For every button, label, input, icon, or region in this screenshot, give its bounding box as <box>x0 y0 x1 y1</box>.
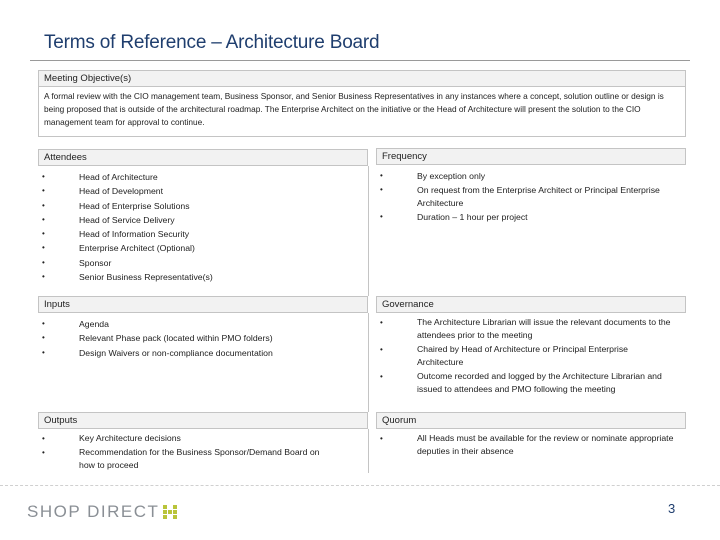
quorum-list <box>376 432 676 459</box>
outputs-header: Outputs <box>38 412 368 429</box>
list-item <box>38 317 368 331</box>
bullet-icon: • <box>380 345 383 354</box>
list-item <box>38 227 368 241</box>
list-item-text: All Heads must be available for the review or nominate appropriate deputies in their absence <box>417 433 674 456</box>
governance-list <box>376 316 676 397</box>
bullet-icon: • <box>42 243 45 253</box>
frequency-header: Frequency <box>376 148 686 165</box>
bullet-icon: • <box>42 172 45 181</box>
list-item-text: Recommendation for the Business Sponsor/Demand Board on how to proceed <box>79 447 320 470</box>
list-item <box>38 331 368 345</box>
list-item-text: Chaired by Head of Architecture or Principal Enterprise Architecture <box>417 344 629 367</box>
shop-direct-logo <box>27 502 177 522</box>
objective-header: Meeting Objective(s) <box>38 70 686 87</box>
list-item-text: Outcome recorded and logged by the Architecture Librarian and issued to attendees and PMO following the meeting <box>417 371 662 394</box>
list-item <box>376 432 676 458</box>
list-item <box>376 211 676 224</box>
list-item <box>38 432 328 445</box>
page-title: Terms of Reference – Architecture Board <box>44 32 380 53</box>
list-item-text: Head of Information Security <box>79 229 190 240</box>
bullet-icon: • <box>42 319 45 328</box>
bullet-icon: • <box>42 272 45 282</box>
page-number: 3 <box>668 501 676 516</box>
list-item-text: By exception only <box>417 171 486 181</box>
list-item <box>38 270 368 284</box>
quorum-header: Quorum <box>376 412 686 429</box>
bullet-icon: • <box>42 448 45 457</box>
objective-text: A formal review with the CIO management team, Business Sponsor, and Senior Business Representatives in any instances where a concept, solution outline or design is being proposed that is outside of the architectural roadmap. The Enterprise Architect on the initiative or the Head of Architecture will present the solution to the CIO management team for approval to continue. <box>38 87 686 137</box>
bullet-icon: • <box>380 318 383 327</box>
bullet-icon: • <box>42 229 45 239</box>
list-item <box>38 446 328 472</box>
list-item <box>38 199 368 213</box>
attendees-list <box>38 170 368 284</box>
list-item-text: Agenda <box>79 319 109 329</box>
bullet-icon: • <box>42 186 45 196</box>
list-item <box>38 170 368 184</box>
bullet-icon: • <box>42 347 45 357</box>
list-item <box>38 346 368 360</box>
inputs-header: Inputs <box>38 296 368 313</box>
list-item <box>376 370 676 396</box>
attendees-divider <box>368 166 369 296</box>
list-item-text: Relevant Phase pack (located within PMO folders) <box>79 333 273 344</box>
bullet-icon: • <box>380 212 383 222</box>
footer-divider <box>0 485 720 486</box>
governance-header: Governance <box>376 296 686 313</box>
logo-text: SHOP DIRECT <box>27 502 160 521</box>
bullet-icon: • <box>42 257 45 267</box>
list-item-text: On request from the Enterprise Architect or Principal Enterprise Architecture <box>417 185 660 208</box>
list-item-text: Head of Service Delivery <box>79 214 175 225</box>
outputs-list <box>38 432 328 473</box>
list-item <box>376 184 676 209</box>
list-item-text: Head of Enterprise Solutions <box>79 200 190 211</box>
list-item-text: Head of Development <box>79 186 164 197</box>
inputs-divider <box>368 313 369 412</box>
bullet-icon: • <box>380 171 383 180</box>
list-item-text: Design Waivers or non-compliance documentation <box>79 347 273 358</box>
list-item-text: Senior Business Representative(s) <box>79 272 213 283</box>
inputs-list <box>38 317 368 360</box>
bullet-icon: • <box>380 185 383 195</box>
list-item <box>38 241 368 255</box>
frequency-list <box>376 170 676 225</box>
list-item <box>38 213 368 227</box>
bullet-icon: • <box>42 434 45 443</box>
list-item-text: Duration – 1 hour per project <box>417 212 528 223</box>
list-item-text: Key Architecture decisions <box>79 433 181 443</box>
bullet-icon: • <box>380 434 383 443</box>
list-item-text: The Architecture Librarian will issue the relevant documents to the attendees prior to the meeting <box>417 317 671 340</box>
list-item <box>376 343 676 369</box>
list-item <box>38 184 368 198</box>
bullet-icon: • <box>42 200 45 210</box>
logo-mark-icon <box>163 505 177 519</box>
list-item <box>376 170 676 183</box>
bullet-icon: • <box>42 333 45 343</box>
attendees-header: Attendees <box>38 149 368 166</box>
list-item-text: Head of Architecture <box>79 172 158 182</box>
list-item <box>376 316 676 342</box>
list-item-text: Sponsor <box>79 257 112 268</box>
list-item-text: Enterprise Architect (Optional) <box>79 243 195 254</box>
bullet-icon: • <box>42 214 45 224</box>
title-divider <box>30 60 690 61</box>
bullet-icon: • <box>380 372 383 381</box>
outputs-divider <box>368 429 369 473</box>
list-item <box>38 256 368 270</box>
